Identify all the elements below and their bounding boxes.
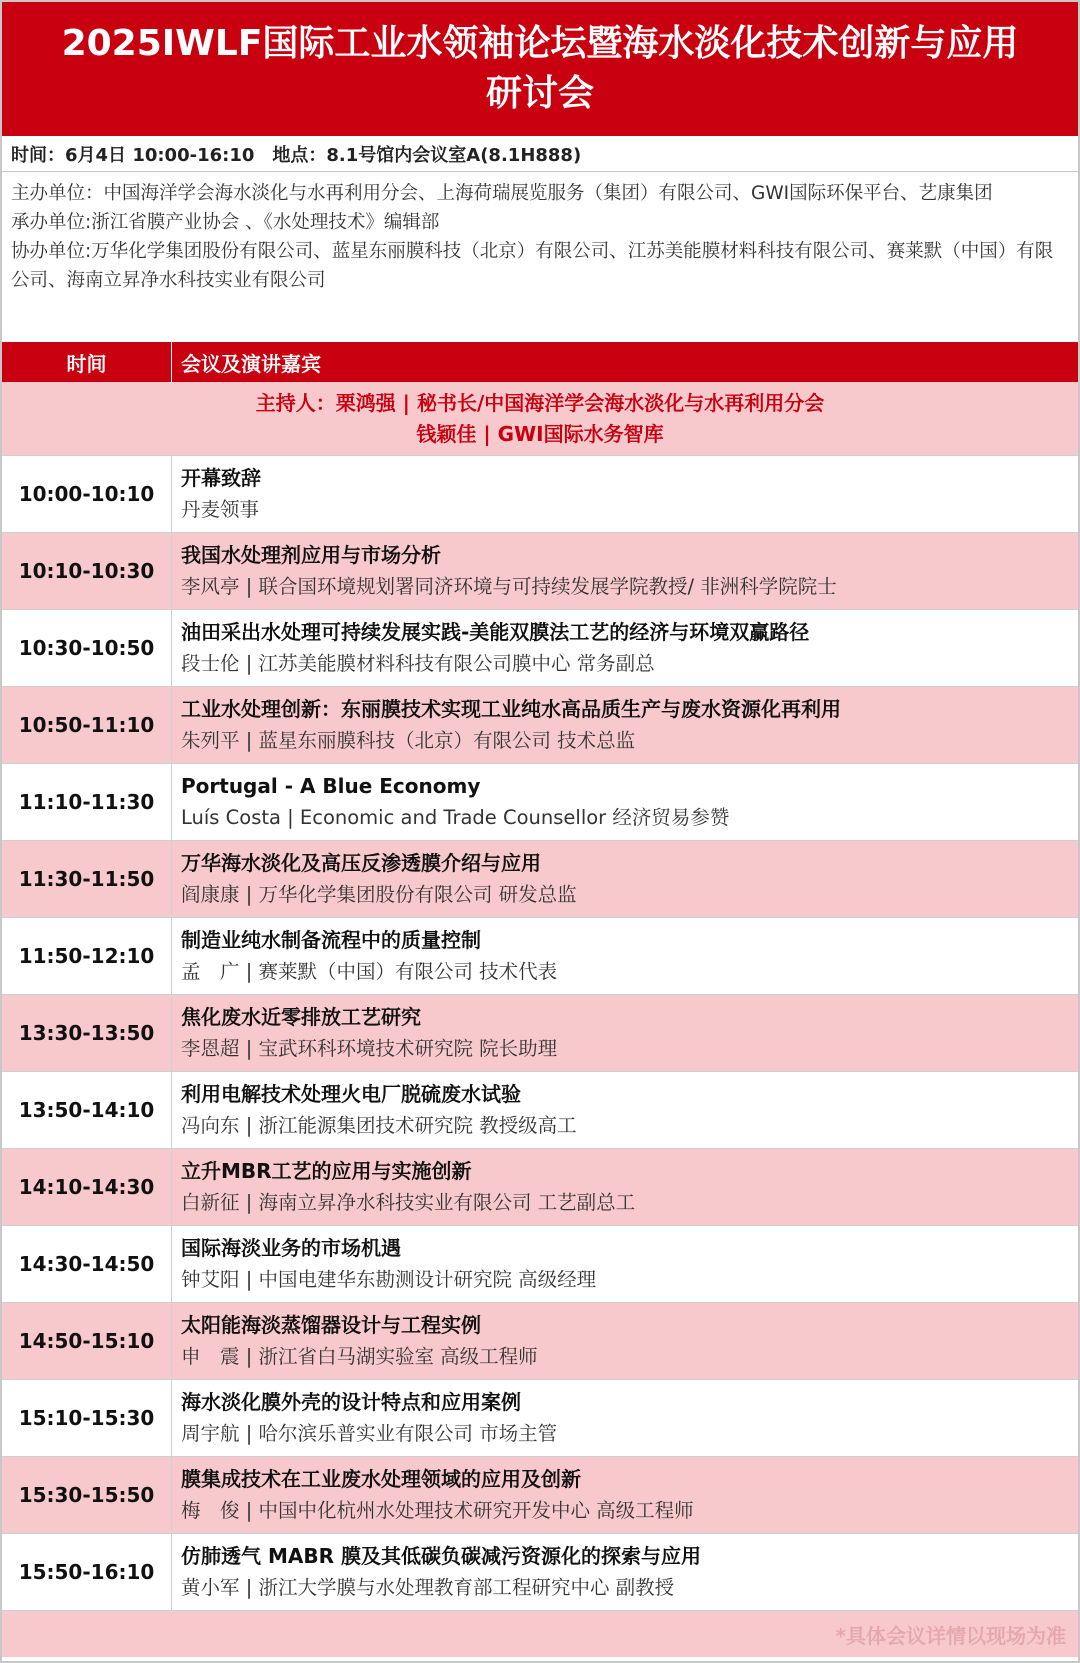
session-topic: 海水淡化膜外壳的设计特点和应用案例	[181, 1390, 521, 1414]
session-time: 11:10-11:30	[2, 764, 172, 840]
session-time: 15:30-15:50	[2, 1457, 172, 1533]
session-content	[172, 1303, 1078, 1379]
session-speaker: 阎康康 | 万华化学集团股份有限公司 研发总监	[181, 883, 577, 906]
table-row	[2, 687, 1078, 764]
session-time: 10:10-10:30	[2, 533, 172, 609]
table-row	[2, 456, 1078, 533]
session-time: 13:30-13:50	[2, 995, 172, 1071]
session-speaker: 李风亭 | 联合国环境规划署同济环境与可持续发展学院教授/ 非洲科学院院士	[181, 575, 837, 598]
session-time: 11:50-12:10	[2, 918, 172, 994]
session-topic: 国际海淡业务的市场机遇	[181, 1236, 401, 1260]
disclaimer-text: *具体会议详情以现场为准	[835, 1623, 1066, 1648]
table-row	[2, 841, 1078, 918]
session-time: 10:50-11:10	[2, 687, 172, 763]
host-units: 主办单位：中国海洋学会海水淡化与水再利用分会、上海荷瑞展览服务（集团）有限公司、GWI国际环保平台、艺康集团	[11, 183, 993, 204]
session-time: 14:30-14:50	[2, 1226, 172, 1302]
session-time: 13:50-14:10	[2, 1072, 172, 1148]
session-content	[172, 995, 1078, 1071]
session-speaker: 申 震 | 浙江省白马湖实验室 高级工程师	[181, 1345, 538, 1368]
session-content	[172, 1457, 1078, 1533]
session-content	[172, 1072, 1078, 1148]
meeting-info	[2, 136, 1078, 172]
table-row	[2, 1226, 1078, 1303]
meeting-location: 地点：8.1号馆内会议室A(8.1H888)	[272, 144, 582, 166]
table-row	[2, 1380, 1078, 1457]
session-content	[172, 841, 1078, 917]
table-row	[2, 1457, 1078, 1534]
title-line-1: 2025IWLF国际工业水领袖论坛暨海水淡化技术创新与应用	[61, 23, 1019, 64]
session-topic: 万华海水淡化及高压反渗透膜介绍与应用	[181, 851, 541, 875]
session-topic: 油田采出水处理可持续发展实践-美能双膜法工艺的经济与环境双赢路径	[181, 620, 810, 644]
table-row	[2, 1534, 1078, 1611]
session-topic: 制造业纯水制备流程中的质量控制	[181, 928, 481, 952]
page-title	[2, 2, 1078, 136]
session-content	[172, 1380, 1078, 1456]
table-row	[2, 995, 1078, 1072]
session-topic: 工业水处理创新：东丽膜技术实现工业纯水高品质生产与废水资源化再利用	[181, 697, 841, 721]
session-content	[172, 918, 1078, 994]
session-topic: 立升MBR工艺的应用与实施创新	[181, 1159, 472, 1183]
column-header-content: 会议及演讲嘉宾	[181, 351, 321, 376]
session-content	[172, 1534, 1078, 1610]
session-speaker: 周宇航 | 哈尔滨乐普实业有限公司 市场主管	[181, 1422, 558, 1445]
session-speaker: 李恩超 | 宝武环科环境技术研究院 院长助理	[181, 1037, 558, 1060]
column-header-time: 时间	[2, 342, 172, 382]
table-row	[2, 1149, 1078, 1226]
session-speaker: 钟艾阳 | 中国电建华东勘测设计研究院 高级经理	[181, 1268, 597, 1291]
session-topic: Portugal - A Blue Economy	[181, 774, 481, 798]
table-row	[2, 610, 1078, 687]
session-content	[172, 1226, 1078, 1302]
session-speaker: 白新征 | 海南立昇净水科技实业有限公司 工艺副总工	[181, 1191, 636, 1214]
session-content	[172, 456, 1078, 532]
session-topic: 仿肺透气 MABR 膜及其低碳负碳减污资源化的探索与应用	[181, 1544, 701, 1568]
session-time: 14:50-15:10	[2, 1303, 172, 1379]
session-topic: 膜集成技术在工业废水处理领域的应用及创新	[181, 1467, 581, 1491]
footer-note	[2, 1611, 1078, 1657]
table-row	[2, 764, 1078, 841]
session-speaker: 朱列平 | 蓝星东丽膜科技（北京）有限公司 技术总监	[181, 729, 636, 752]
moderator-row	[2, 382, 1078, 456]
table-row	[2, 1072, 1078, 1149]
session-speaker: 段士伦 | 江苏美能膜材料科技有限公司膜中心 常务副总	[181, 652, 655, 675]
session-speaker: 黄小军 | 浙江大学膜与水处理教育部工程研究中心 副教授	[181, 1576, 675, 1599]
session-time: 10:30-10:50	[2, 610, 172, 686]
table-header	[2, 342, 1078, 382]
session-topic: 开幕致辞	[181, 466, 261, 490]
session-content	[172, 533, 1078, 609]
moderator-line-2: 钱颖佳 | GWI国际水务智库	[416, 421, 664, 446]
session-speaker: 孟 广 | 赛莱默（中国）有限公司 技术代表	[181, 960, 558, 983]
session-speaker: 梅 俊 | 中国中化杭州水处理技术研究开发中心 高级工程师	[181, 1499, 694, 1522]
session-time: 11:30-11:50	[2, 841, 172, 917]
session-time: 14:10-14:30	[2, 1149, 172, 1225]
session-time: 15:50-16:10	[2, 1534, 172, 1610]
session-content	[172, 764, 1078, 840]
table-row	[2, 918, 1078, 995]
session-topic: 太阳能海淡蒸馏器设计与工程实例	[181, 1313, 481, 1337]
session-topic: 焦化废水近零排放工艺研究	[181, 1005, 421, 1029]
organizers	[2, 172, 1078, 342]
co-organizer-units: 协办单位:万华化学集团股份有限公司、蓝星东丽膜科技（北京）有限公司、江苏美能膜材料科技有限公司、赛莱默（中国）有限公司、海南立昇净水科技实业有限公司	[11, 241, 1054, 291]
organizer-units: 承办单位:浙江省膜产业协会 、《水处理技术》编辑部	[11, 212, 440, 233]
session-list	[2, 456, 1078, 1611]
session-time: 10:00-10:10	[2, 456, 172, 532]
session-topic: 利用电解技术处理火电厂脱硫废水试验	[181, 1082, 521, 1106]
session-time: 15:10-15:30	[2, 1380, 172, 1456]
session-speaker: Luís Costa | Economic and Trade Counsellor 经济贸易参赞	[181, 806, 730, 829]
session-content	[172, 687, 1078, 763]
moderator-line-1: 主持人：栗鸿强 | 秘书长/中国海洋学会海水淡化与水再利用分会	[255, 390, 825, 415]
session-content	[172, 610, 1078, 686]
title-line-2: 研讨会	[485, 73, 594, 114]
session-speaker: 丹麦领事	[181, 498, 260, 521]
table-row	[2, 533, 1078, 610]
session-speaker: 冯向东 | 浙江能源集团技术研究院 教授级高工	[181, 1114, 577, 1137]
session-content	[172, 1149, 1078, 1225]
session-topic: 我国水处理剂应用与市场分析	[181, 543, 441, 567]
meeting-time: 时间：6月4日 10:00-16:10	[11, 144, 255, 166]
table-row	[2, 1303, 1078, 1380]
